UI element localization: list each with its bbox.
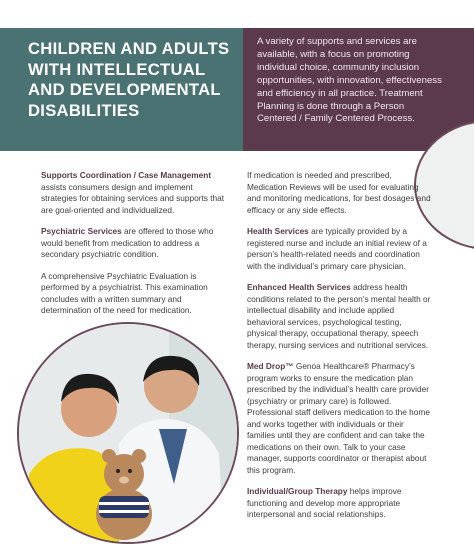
service-text: If medication is needed and prescribed, Medication Reviews will be used for evaluating and monitoring medications, for best dosages and efficacy or any side effects. <box>247 170 431 215</box>
service-paragraph <box>247 226 433 272</box>
service-term: Supports Coordination / Case Management <box>41 170 212 180</box>
service-text: A comprehensive Psychiatric Evaluation is performed by a psychiatrist. This examination concludes with a written summary and determination of the need for medication. <box>41 270 208 315</box>
service-term: Med Drop™ <box>247 361 294 371</box>
service-text: address health conditions related to the person’s mental health or intellectual disability and include applied behavioral services, psychological testing, physical therapy, occupational therapy, speech therapy, nursing services and nutritional services. <box>247 282 431 350</box>
service-term: Psychiatric Services <box>41 226 122 236</box>
doctor-child-photo <box>17 322 239 544</box>
photo-illustration <box>19 324 239 544</box>
service-text: helps improve functioning and develop more appropriate interpersonal and social relationships. <box>247 486 402 519</box>
service-paragraph <box>247 282 433 351</box>
service-text: are typically provided by a registered nurse and include an initial review of a person’s health-related needs and coordination with the individual’s primary care physician. <box>247 226 427 271</box>
service-text: are offered to those who would benefit from medication to address a secondary psychiatric condition. <box>41 226 214 259</box>
service-term: Health Services <box>247 226 309 236</box>
service-paragraph <box>41 271 227 317</box>
page-title: CHILDREN AND ADULTS WITH INTELLECTUAL AND DEVELOPMENTAL DISABILITIES <box>28 39 230 120</box>
header-banner <box>0 28 474 151</box>
service-paragraph <box>247 170 433 216</box>
service-paragraph <box>41 170 227 216</box>
service-term: Enhanced Health Services <box>247 282 351 292</box>
service-paragraph <box>247 486 433 521</box>
header-intro-panel <box>243 28 474 151</box>
service-paragraph <box>41 226 227 261</box>
service-paragraph <box>247 361 433 476</box>
left-column <box>41 170 227 327</box>
service-text: Genoa Healthcare® Pharmacy’s program works to ensure the medication plan prescribed by the individual’s health care provider (psychiatry or primary care) is followed. Professional staff delivers medication to the home and works together with individuals or their families until they are confident and can take the medications on their own. Talk to your case manager, supports coordinator or therapist about this program. <box>247 361 430 475</box>
intro-text: A variety of supports and services are available, with a focus on promoting individual choice, community inclusion opportunities, with innovation, effectiveness and efficiency in all practice. Treatment Planning is done through a Person Centered / Family Centered Process. <box>257 36 442 125</box>
header-title-panel <box>0 28 243 151</box>
service-term: Individual/Group Therapy <box>247 486 348 496</box>
right-column <box>247 170 433 531</box>
service-text: assists consumers design and implement strategies for obtaining services and supports that are goal-oriented and individualized. <box>41 181 225 215</box>
